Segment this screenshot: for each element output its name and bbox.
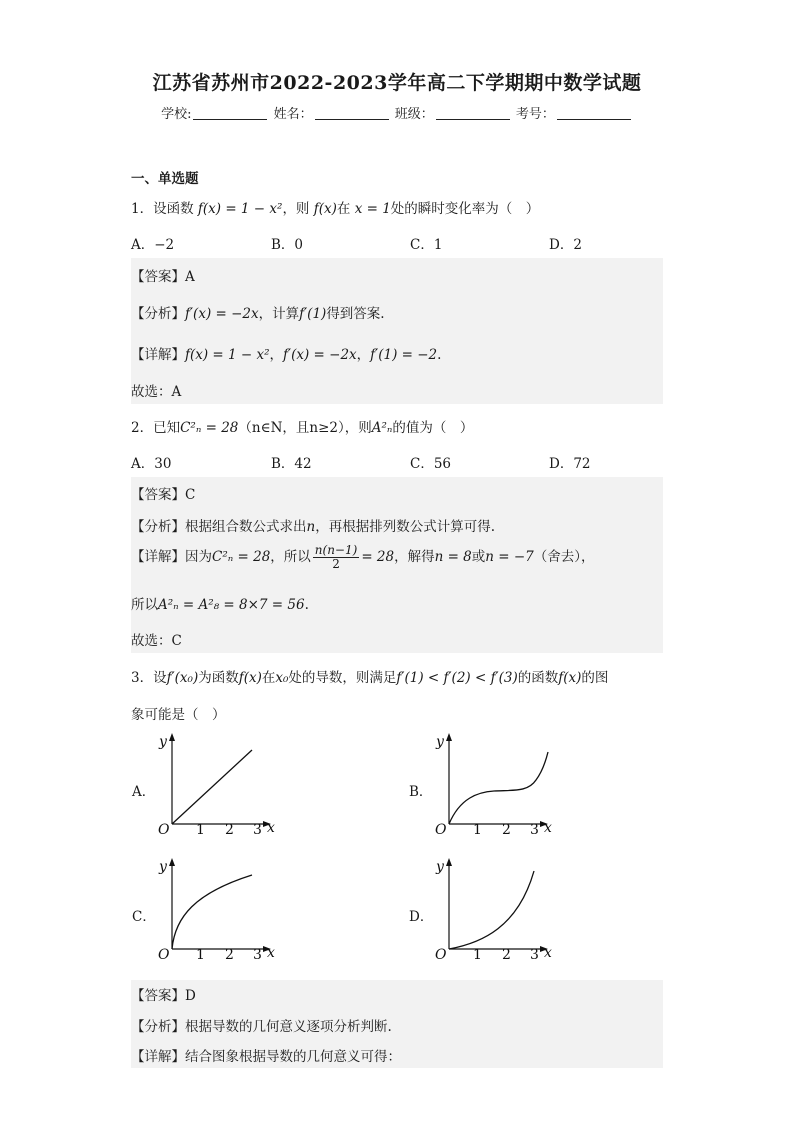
q1-detail: 【详解】f(x) = 1 − x²，f′(x) = −2x，f′(1) = −2. xyxy=(131,347,442,363)
curve-convex xyxy=(449,871,534,949)
origin-label: O xyxy=(158,822,170,838)
option-c[interactable]: C．1 xyxy=(410,237,443,253)
question-text: 处的瞬时变化率为（ ） xyxy=(390,201,540,217)
svg-text:2: 2 xyxy=(225,947,234,963)
option-d[interactable]: D．72 xyxy=(549,456,591,472)
q1-choose: 故选：A xyxy=(131,384,182,400)
graph-c-label[interactable]: C． xyxy=(132,909,156,925)
number-blank[interactable] xyxy=(557,107,631,120)
y-label: y xyxy=(159,734,167,750)
svg-text:3: 3 xyxy=(530,822,539,838)
detail-tag: 【详解】 xyxy=(131,347,185,363)
graph-a[interactable] xyxy=(155,732,285,842)
x-label: x xyxy=(267,820,275,836)
svg-text:y: y xyxy=(436,859,444,875)
graph-a-label[interactable]: A． xyxy=(132,784,156,800)
svg-text:y: y xyxy=(159,859,167,875)
section-title: 一、单选题 xyxy=(131,171,199,187)
svg-text:x: x xyxy=(544,945,552,961)
option-c[interactable]: C．56 xyxy=(410,456,452,472)
question-text: 设函数 xyxy=(153,201,194,217)
school-blank[interactable] xyxy=(193,107,267,120)
y-axis-arrow xyxy=(169,733,175,741)
svg-text:O: O xyxy=(158,947,170,963)
q2-analysis: 【分析】根据组合数公式求出n，再根据排列数公式计算可得. xyxy=(131,519,495,535)
question-number: 1． xyxy=(131,201,154,217)
svg-text:2: 2 xyxy=(502,822,511,838)
math-expr: f(x) = 1 − x² xyxy=(197,201,283,217)
svg-text:x: x xyxy=(267,945,275,961)
option-a[interactable]: A．30 xyxy=(131,456,172,472)
option-a[interactable]: A．−2 xyxy=(131,237,175,253)
school-label: 学校: xyxy=(161,107,192,122)
question-text: 在 xyxy=(336,201,351,217)
svg-text:3: 3 xyxy=(253,947,262,963)
graph-b[interactable] xyxy=(432,732,562,842)
answer-value: A xyxy=(185,269,195,285)
q3-answer: 【答案】D xyxy=(131,988,196,1004)
curve-concave xyxy=(172,875,252,949)
class-blank[interactable] xyxy=(436,107,510,120)
number-label: 考号： xyxy=(515,107,555,122)
tick-1: 1 xyxy=(196,822,205,838)
svg-text:1: 1 xyxy=(196,947,205,963)
question-3-line-2: 象可能是（ ） xyxy=(131,707,226,723)
option-b[interactable]: B．42 xyxy=(271,456,312,472)
q3-detail: 【详解】结合图象根据导数的几何意义可得： xyxy=(131,1049,401,1065)
name-blank[interactable] xyxy=(315,107,389,120)
q2-answer: 【答案】C xyxy=(131,487,196,503)
math-expr: x = 1 xyxy=(354,201,391,217)
q1-analysis: 【分析】f′(x) = −2x，计算f′(1)得到答案. xyxy=(131,306,385,322)
q2-choose: 故选：C xyxy=(131,633,182,649)
svg-text:x: x xyxy=(544,820,552,836)
svg-text:y: y xyxy=(436,734,444,750)
question-text: ，则 xyxy=(282,201,310,217)
svg-text:O: O xyxy=(435,822,447,838)
tick-2: 2 xyxy=(225,822,234,838)
tick-3: 3 xyxy=(253,822,262,838)
analysis-tag: 【分析】 xyxy=(131,306,185,322)
math-expr: f(x) xyxy=(313,201,337,217)
name-label: 姓名： xyxy=(273,107,313,122)
curve-s xyxy=(449,752,548,824)
graph-d-label[interactable]: D． xyxy=(409,909,434,925)
svg-text:1: 1 xyxy=(473,822,482,838)
option-b[interactable]: B．0 xyxy=(271,237,304,253)
svg-text:2: 2 xyxy=(502,947,511,963)
graph-d[interactable] xyxy=(432,857,562,967)
svg-text:1: 1 xyxy=(473,947,482,963)
fraction: $\frac{n(n-1)}{2}$ xyxy=(314,543,358,571)
student-info-row xyxy=(0,103,794,122)
answer-tag: 【答案】 xyxy=(131,269,185,285)
question-1 xyxy=(131,197,539,217)
q1-answer xyxy=(131,265,195,285)
page-title: 江苏省苏州市2022-2023学年高二下学期期中数学试题 xyxy=(152,72,642,94)
q1-solution-box xyxy=(131,258,663,404)
class-label: 班级： xyxy=(394,107,434,122)
q2-detail: 【详解】因为C²ₙ = 28，所以 $\frac{n(n-1)}{2}$ = 28，解得n = 8或n = −7（舍去）， xyxy=(131,543,595,571)
graph-c[interactable] xyxy=(155,857,285,967)
svg-text:3: 3 xyxy=(530,947,539,963)
question-2: 2．已知C²ₙ = 28（n∈N，且n≥2），则A²ₙ的值为（ ） xyxy=(131,420,474,436)
curve-line xyxy=(172,750,252,824)
q2-detail-2: 所以A²ₙ = A²₈ = 8×7 = 56. xyxy=(131,597,309,613)
graph-b-label[interactable]: B． xyxy=(409,784,433,800)
question-3: 3．设f′(x₀)为函数f(x)在x₀处的导数，则满足f′(1) < f′(2) < f′(3)的函数f(x)的图 xyxy=(131,670,609,686)
q3-analysis: 【分析】根据导数的几何意义逐项分析判断. xyxy=(131,1019,392,1035)
option-d[interactable]: D．2 xyxy=(549,237,582,253)
svg-text:O: O xyxy=(435,947,447,963)
